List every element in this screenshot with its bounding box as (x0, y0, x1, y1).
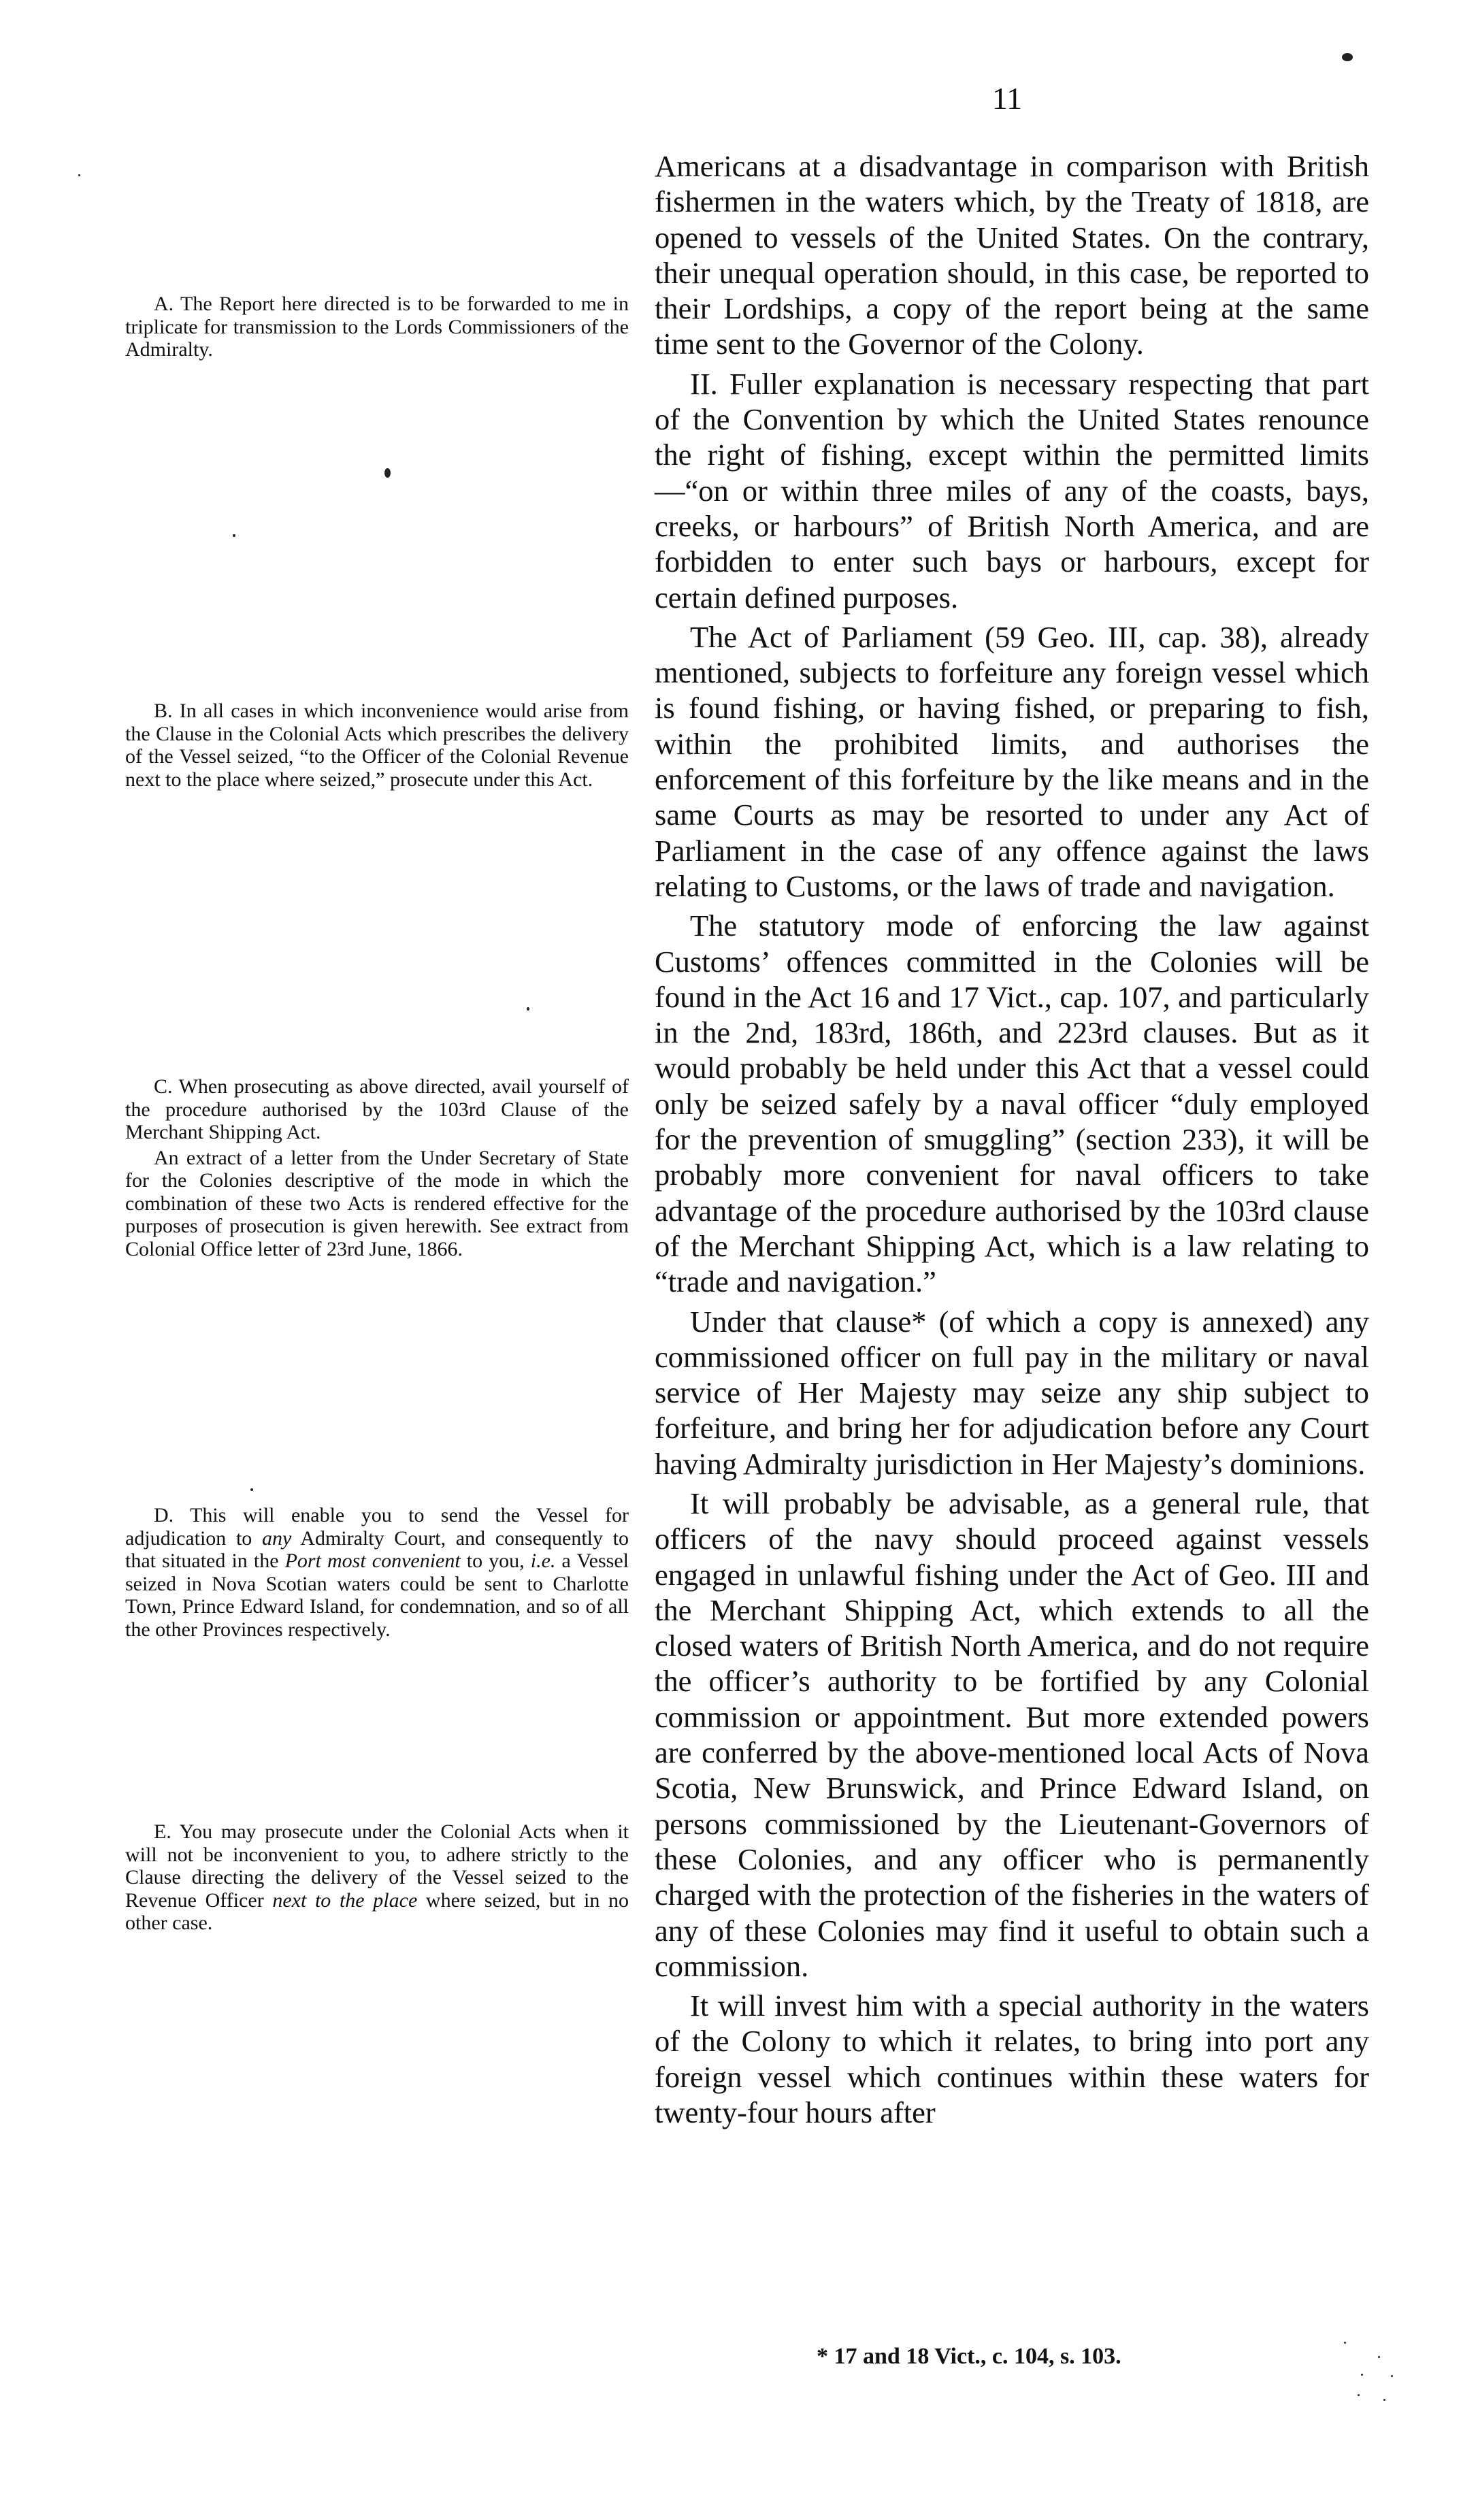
paragraph-continuation: Americans at a disadvantage in comparison with British fishermen in the waters which, by the Treaty of 1818, are opened to vessels of the United States. On the contrary, their unequal operation should, in this case, be reported to their Lordships, a copy of the report being at the same time sent to the Governor of the Colony. (655, 149, 1369, 361)
scan-speck (1378, 2356, 1380, 2358)
note-d-part-4: a Vessel seized in Nova Scotian waters could be sent to Charlotte Town, Prince Edward Island, for condemnation, and so of all the other Provinces respectively. (125, 1550, 629, 1641)
scan-speck (250, 1488, 253, 1491)
margin-note-c (125, 1075, 629, 1260)
scan-speck (1391, 2375, 1393, 2377)
scan-speck (233, 534, 235, 537)
paragraph-special-authority: It will invest him with a special authority in the waters of the Colony to which it relates, to bring into port any foreign vessel which continues within these waters for twenty-four hours after (655, 1989, 1369, 2130)
page-number: 11 (991, 81, 1023, 116)
note-e-part-2: where seized, but in no other case. (125, 1888, 629, 1934)
note-d-emphasis-port: Port most convenient (284, 1550, 461, 1572)
margin-note-c-extract: An extract of a letter from the Under Secretary of State for the Colonies descriptive of the mode in which the combination of these two Acts is rendered effective for the purposes of prosecution is given herewith. See extract from Colonial Office letter of 23rd June, 1866. (125, 1146, 629, 1260)
scan-speck (1342, 53, 1353, 61)
margin-note-a-text: A. The Report here directed is to be forwarded to me in triplicate for transmission to the Lords Commissioners of the Admiralty. (125, 293, 629, 361)
margin-note-b (125, 700, 629, 791)
note-d-emphasis-ie: i.e. (530, 1550, 556, 1572)
note-d-part-1: D. This will enable you to send the Vessel for adjudication to (125, 1504, 629, 1550)
scan-speck (78, 174, 80, 176)
margin-note-b-text: B. In all cases in which inconvenience would arise from the Clause in the Colonial Acts which prescribes the delivery of the Vessel seized, “to the Officer of the Colonial Revenue next to the place where seized,” prosecute under this Act. (125, 700, 629, 791)
scan-speck (1361, 2374, 1363, 2376)
note-e-emphasis: next to the place (272, 1888, 418, 1912)
margin-note-e (125, 1820, 629, 1935)
margin-note-d (125, 1504, 629, 1641)
note-d-emphasis-any: any (261, 1526, 292, 1550)
margin-note-d-text (125, 1504, 629, 1641)
margin-note-c-text: C. When prosecuting as above directed, avail yourself of the procedure authorised by the 103rd Clause of the Merchant Shipping Act. (125, 1075, 629, 1143)
scan-speck (1344, 2342, 1346, 2344)
paragraph-general-rule: It will probably be advisable, as a general rule, that officers of the navy should proceed against vessels engaged in unlawful fishing under the Act of Geo. III and the Merchant Shipping Act, which extends to all the closed waters of British North America, and do not require the officer’s authority to be fortified by any Colonial commission or appointment. But more extended powers are conferred by the above-mentioned local Acts of Nova Scotia, New Brunswick, and Prince Edward Island, on persons commissioned by the Lieutenant-Governors of these Colonies, and any officer who is permanently charged with the protection of the fisheries in the waters of any of these Colonies may find it useful to obtain such a commission. (655, 1486, 1369, 1983)
paragraph-convention: II. Fuller explanation is necessary respecting that part of the Convention by which the United States renounce the right of fishing, except within the permitted limits—“on or within three miles of any of the coasts, bays, creeks, or harbours” of British North America, and are forbidden to enter such bays or harbours, except for certain defined purposes. (655, 366, 1369, 615)
paragraph-act-of-parliament: The Act of Parliament (59 Geo. III, cap. 38), already mentioned, subjects to forfeiture any foreign vessel which is found fishing, or having fished, or preparing to fish, within the prohibited limits, and authorises the enforcement of this forfeiture by the like means and in the same Courts as may be resorted to under any Act of Parliament in the case of any offence against the laws relating to Customs, or the laws of trade and navigation. (655, 619, 1369, 903)
paragraph-under-that-clause: Under that clause* (of which a copy is annexed) any commissioned officer on full pay in the military or naval service of Her Majesty may seize any ship subject to forfeiture, and bring her for adjudication before any Court having Admiralty jurisdiction in Her Majesty’s dominions. (655, 1304, 1369, 1481)
note-d-part-3: to you, (460, 1550, 531, 1572)
note-d-part-2: Admiralty Court, and consequently to that situated in the (125, 1526, 629, 1572)
margin-note-e-text (125, 1820, 629, 1935)
scan-speck (527, 1007, 529, 1011)
note-e-part-1: E. You may prosecute under the Colonial Acts when it will not be inconvenient to you, to adhere strictly to the Clause directing the delivery of the Vessel seized to the Revenue Officer (125, 1820, 629, 1912)
main-text-column (655, 148, 1369, 2130)
scan-speck (384, 468, 391, 478)
scan-speck (1358, 2394, 1360, 2396)
margin-note-a (125, 293, 629, 361)
scan-speck (1383, 2399, 1385, 2401)
footnote: * 17 and 18 Vict., c. 104, s. 103. (817, 2344, 1121, 2369)
paragraph-statutory-mode: The statutory mode of enforcing the law against Customs’ offences committed in the Colonies will be found in the Act 16 and 17 Vict., cap. 107, and particularly in the 2nd, 183rd, 186th, and 223rd clauses. But as it would probably be held under this Act that a vessel could only be seized safely by a naval officer “duly employed for the prevention of smuggling” (section 233), it will be probably more convenient for naval officers to take advantage of the procedure authorised by the 103rd clause of the Merchant Shipping Act, which is a law relating to “trade and navigation.” (655, 909, 1369, 1299)
